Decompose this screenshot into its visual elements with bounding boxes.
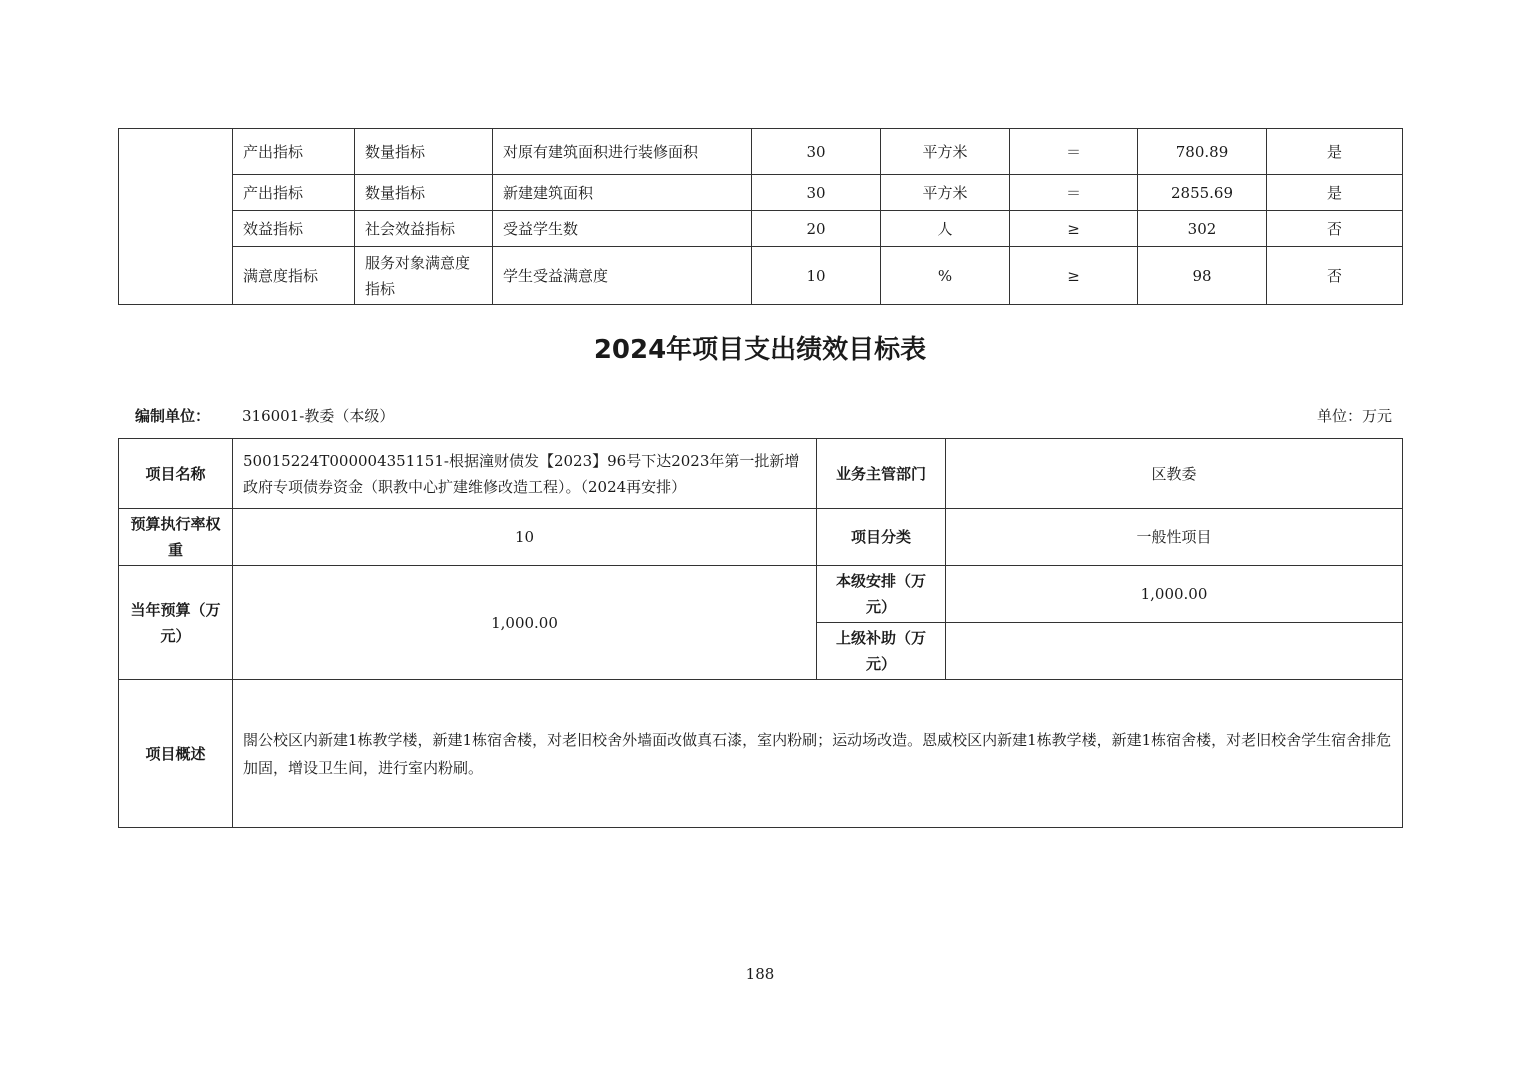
indicator-unit: 人 [881, 211, 1010, 247]
indicator-core: 是 [1267, 129, 1403, 175]
budget-value: 1,000.00 [233, 566, 817, 680]
level3-indicator: 对原有建筑面积进行装修面积 [493, 129, 752, 175]
level1-indicator: 满意度指标 [233, 247, 355, 305]
level3-indicator: 受益学生数 [493, 211, 752, 247]
indicator-unit: 平方米 [881, 129, 1010, 175]
indicator-operator: ≥ [1010, 247, 1138, 305]
level1-indicator: 产出指标 [233, 175, 355, 211]
overview-value: 閤公校区内新建1栋教学楼，新建1栋宿舍楼，对老旧校舍外墙面改做真石漆，室内粉刷；运动场改造。恩威校区内新建1栋教学楼，新建1栋宿舍楼，对老旧校舍学生宿舍排危加固，增设卫生间，进行室内粉刷。 [233, 680, 1403, 828]
level2-indicator: 数量指标 [355, 175, 493, 211]
indicator-core: 是 [1267, 175, 1403, 211]
weight-row [119, 509, 1403, 566]
budget-label: 当年预算（万元） [119, 566, 233, 680]
level3-indicator: 新建建筑面积 [493, 175, 752, 211]
level3-indicator: 学生受益满意度 [493, 247, 752, 305]
upper-funding-label: 上级补助（万元） [817, 623, 946, 680]
blank-merged-cell [119, 129, 233, 305]
weight-label: 预算执行率权重 [119, 509, 233, 566]
budget-row [119, 566, 1403, 623]
performance-indicator-table [118, 128, 1403, 305]
prepared-by-value: 316001-教委（本级） [242, 407, 395, 425]
page-number: 188 [745, 965, 775, 983]
indicator-operator: ≥ [1010, 211, 1138, 247]
indicator-weight: 30 [752, 175, 881, 211]
level2-indicator: 服务对象满意度指标 [355, 247, 493, 305]
project-name-label: 项目名称 [119, 439, 233, 509]
indicator-core: 否 [1267, 211, 1403, 247]
level2-indicator: 数量指标 [355, 129, 493, 175]
overview-label: 项目概述 [119, 680, 233, 828]
level1-indicator: 效益指标 [233, 211, 355, 247]
indicator-weight: 10 [752, 247, 881, 305]
performance-target-table [118, 438, 1403, 828]
indicator-target: 780.89 [1138, 129, 1267, 175]
category-label: 项目分类 [817, 509, 946, 566]
currency-unit: 单位：万元 [1316, 407, 1392, 425]
indicator-unit: 平方米 [881, 175, 1010, 211]
dept-label: 业务主管部门 [817, 439, 946, 509]
page-title: 2024年项目支出绩效目标表 [593, 335, 927, 365]
overview-row [119, 680, 1403, 828]
indicator-weight: 30 [752, 129, 881, 175]
level2-indicator: 社会效益指标 [355, 211, 493, 247]
category-value: 一般性项目 [946, 509, 1403, 566]
weight-value: 10 [233, 509, 817, 566]
indicator-core: 否 [1267, 247, 1403, 305]
dept-value: 区教委 [946, 439, 1403, 509]
indicator-unit: % [881, 247, 1010, 305]
project-name-row [119, 439, 1403, 509]
project-name-value: 50015224T000004351151-根据潼财债发【2023】96号下达2023年第一批新增政府专项债券资金（职教中心扩建维修改造工程）。（2024再安排） [233, 439, 817, 509]
indicator-operator: ＝ [1010, 175, 1138, 211]
indicator-target: 302 [1138, 211, 1267, 247]
local-funding-value: 1,000.00 [946, 566, 1403, 623]
indicator-target: 98 [1138, 247, 1267, 305]
local-funding-label: 本级安排（万元） [817, 566, 946, 623]
indicator-row [119, 247, 1403, 305]
indicator-row [119, 211, 1403, 247]
indicator-row [119, 129, 1403, 175]
level1-indicator: 产出指标 [233, 129, 355, 175]
indicator-target: 2855.69 [1138, 175, 1267, 211]
prepared-by-label: 编制单位： [135, 407, 211, 425]
meta-row [118, 403, 1402, 429]
indicator-weight: 20 [752, 211, 881, 247]
upper-funding-value [946, 623, 1403, 680]
indicator-row [119, 175, 1403, 211]
indicator-operator: ＝ [1010, 129, 1138, 175]
